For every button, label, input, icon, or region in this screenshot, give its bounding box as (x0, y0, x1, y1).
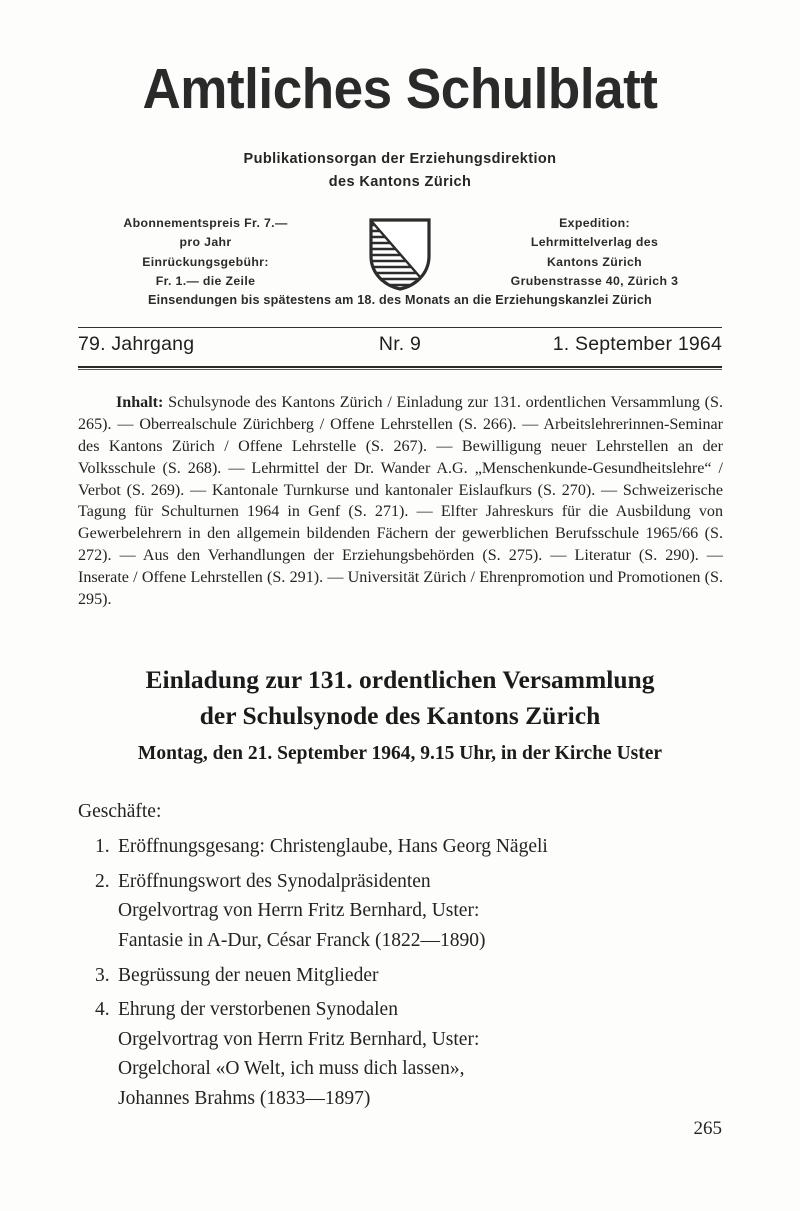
publication-subtitle (78, 148, 722, 195)
subscription-line-4: Fr. 1.— die Zeile (155, 274, 256, 289)
expedition-line-3: Kantons Zürich (546, 254, 643, 269)
expedition-info (467, 214, 722, 292)
issue-bar (78, 333, 722, 356)
agenda-item-body (118, 995, 735, 1114)
article-headline (78, 662, 722, 734)
agenda-item (95, 961, 735, 991)
publication-title: Amtliches Schulblatt (142, 57, 658, 121)
masthead (78, 57, 722, 121)
masthead-info-row (78, 214, 722, 292)
zurich-coat-of-arms-icon (367, 216, 433, 292)
subscription-info (78, 214, 333, 292)
page-number: 265 (693, 1118, 722, 1139)
agenda-item-number: 2. (95, 870, 110, 892)
agenda-item-line: Eröffnungswort des Synodalpräsidenten (118, 870, 431, 892)
issue-rule-top (78, 327, 722, 328)
subscription-line-1: Abonnementspreis Fr. 7.— (123, 216, 288, 230)
issue-date: 1. September 1964 (552, 333, 722, 355)
issue-volume: 79. Jahrgang (78, 333, 195, 355)
contents-text: Schulsynode des Kantons Zürich / Einladung zur 131. ordentlichen Versammlung (S. 265). — Oberrealschule Zürichberg / Offene Lehrstellen (S. 266). — Arbeitslehrerinnen-Seminar des Kantons Zürich / Offene Lehrstelle (S. 267). — Bewilligung neuer Lehrstellen an der Volksschule (S. 268). — Lehrmittel der Dr. Wander A.G. „Menschenkunde-Gesundheitslehre“ / Verbot (S. 269). — Kantonale Turnkurse und kantonaler Eislaufkurs (S. 270). — Schweizerische Tagung für Schulturnen 1964 in Genf (S. 271). — Elfter Jahreskurs für die Ausbildung von Gewerbelehrern in den allgemein bildenden Fächern der gewerblichen Berufsschule 1965/66 (S. 272). — Aus den Verhandlungen der Erziehungsbehörden (S. 275). — Literatur (S. 290). — Inserate / Offene Lehrstellen (S. 291). — Universität Zürich / Ehrenpromotion und Promotionen (S. 295). (78, 394, 723, 608)
contents-label: Inhalt: (116, 394, 164, 411)
agenda-item-body (118, 832, 735, 862)
crest-container (340, 214, 460, 292)
agenda-item (95, 832, 735, 862)
agenda-item-line: Orgelvortrag von Herrn Fritz Bernhard, Uster: (118, 1028, 480, 1050)
agenda-item (95, 867, 735, 956)
expedition-line-1: Expedition: (559, 216, 630, 230)
agenda-item-line: Johannes Brahms (1833—1897) (118, 1088, 371, 1109)
agenda-item-line: Fantasie in A-Dur, César Franck (1822—1890) (118, 929, 486, 951)
agenda-item-line: Begrüssung der neuen Mitglieder (118, 964, 379, 986)
agenda-item-line: Eröffnungsgesang: Christenglaube, Hans Georg Nägeli (118, 836, 548, 857)
agenda-item-number: 3. (95, 964, 110, 986)
issue-number: Nr. 9 (378, 333, 422, 355)
submission-notice: Einsendungen bis spätestens am 18. des Monats an die Erziehungskanzlei Zürich (148, 293, 652, 307)
agenda-item-number: 1. (95, 836, 110, 857)
expedition-line-4: Grubenstrasse 40, Zürich 3 (510, 274, 679, 289)
agenda-item-line: Ehrung der verstorbenen Synodalen (118, 999, 398, 1021)
contents-paragraph (78, 392, 723, 611)
subtitle-line-2: des Kantons Zürich (328, 174, 472, 191)
expedition-line-2: Lehrmittelverlag des (530, 235, 659, 250)
headline-line-1: Einladung zur 131. ordentlichen Versammlung (145, 665, 655, 694)
agenda-item-number: 4. (95, 999, 110, 1021)
agenda-item (95, 995, 735, 1114)
agenda-item-line: Orgelvortrag von Herrn Fritz Bernhard, Uster: (118, 900, 480, 922)
issue-rule-bottom-thin (78, 369, 722, 370)
issue-rule-bottom-thick (78, 366, 722, 368)
agenda-item-body (118, 961, 735, 991)
agenda-list (95, 832, 735, 1119)
article-subheadline: Montag, den 21. September 1964, 9.15 Uhr, in der Kirche Uster (137, 743, 663, 764)
subscription-line-3: Einrückungsgebühr: (142, 254, 269, 269)
agenda-item-line: Orgelchoral «O Welt, ich muss dich lassen», (118, 1058, 465, 1080)
agenda-label: Geschäfte: (78, 801, 162, 822)
subscription-line-2: pro Jahr (179, 235, 232, 250)
agenda-item-body (118, 867, 735, 956)
subtitle-line-1: Publikationsorgan der Erziehungsdirektion (243, 151, 557, 167)
headline-line-2: der Schulsynode des Kantons Zürich (199, 701, 601, 731)
